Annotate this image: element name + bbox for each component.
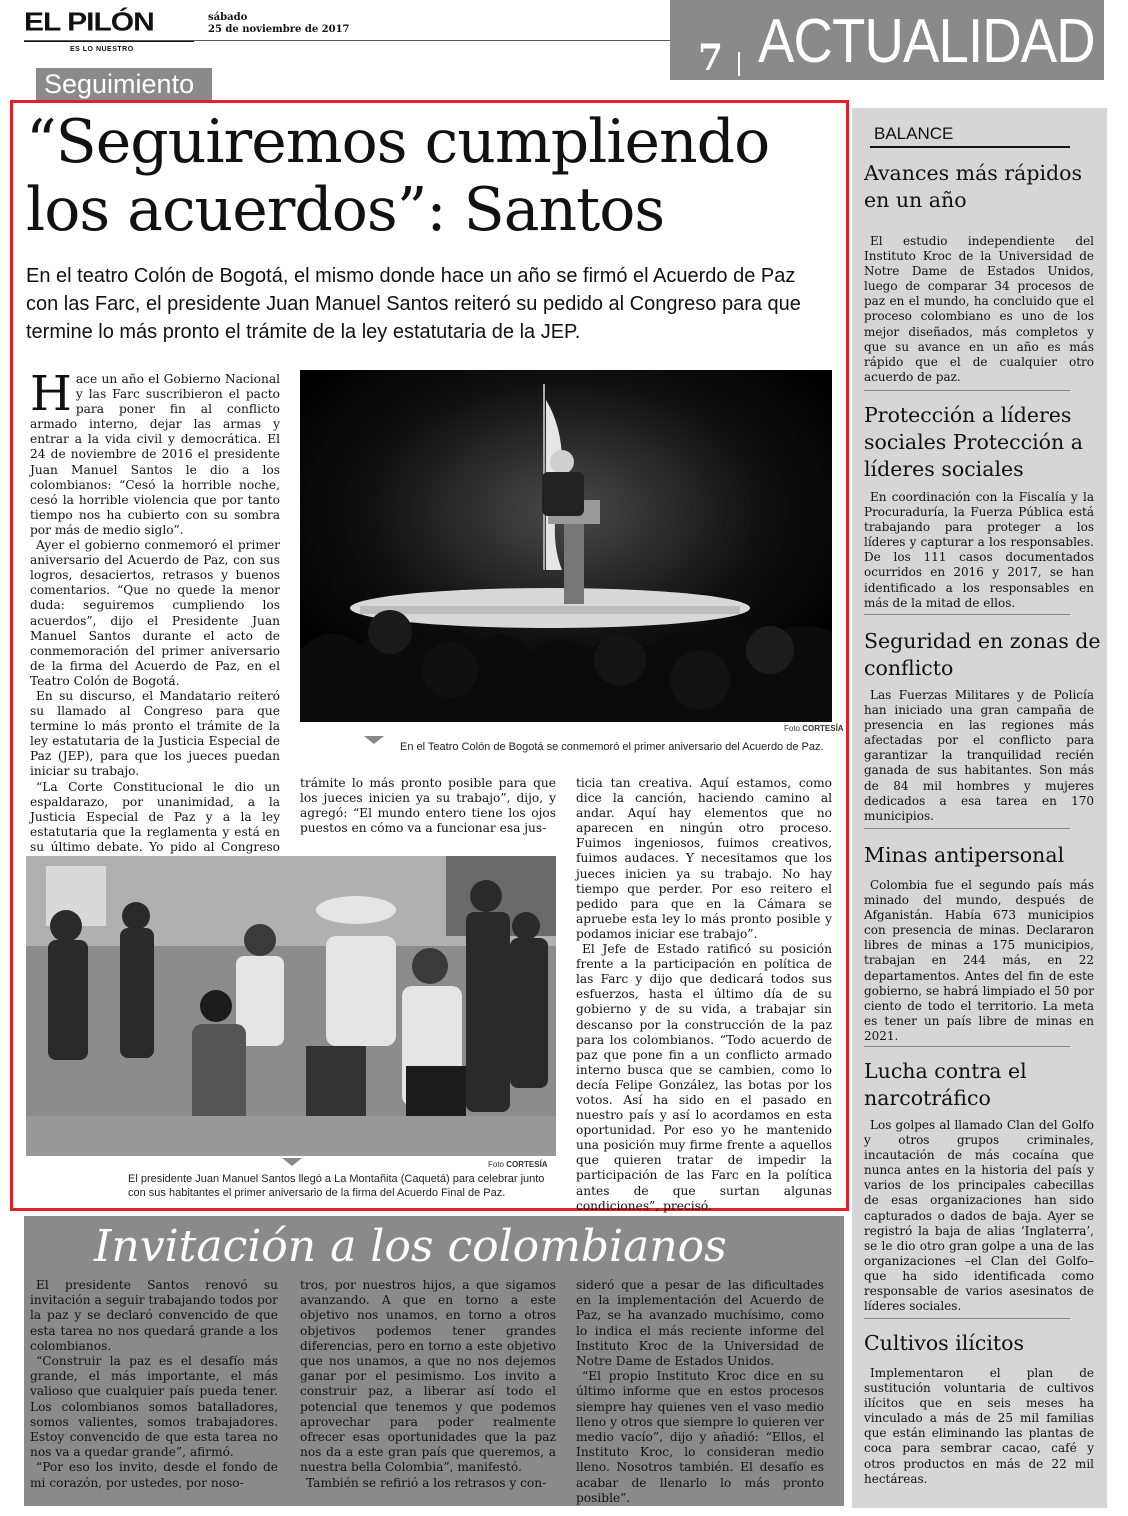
- sidebar-item-heading: Minas antipersonal: [864, 843, 1065, 867]
- logo-slogan: ES LO NUESTRO: [70, 46, 134, 53]
- sidebar-label-rule: [870, 146, 1070, 148]
- sidebar-label: BALANCE: [874, 124, 954, 143]
- photo1-credit: [784, 724, 844, 733]
- story-paragraph: El Jefe de Estado ratificó su posición frente a la participación en política de las Farc y dijo que dedicará todos sus esfuerzos, hasta el último día de su gobierno y de su vida, a trabajar sin descanso por la construcción de la paz para los colombianos. “Todo acuerdo de paz que pone fin a un conflicto armado interno busca que se cambien, como lo decía Felipe González, las botas por los votos. Así ha sido en el pasado en nuestro país y así lo acordamos en esta oportunidad. Por eso yo he mantenido una posición muy firme frente a aquellos que quieren tratar de impedir la participación de las Farc en la política antes de que surtan algunas condiciones”, precisó.: [576, 942, 832, 1213]
- story-kicker: Seguimiento: [36, 68, 212, 100]
- story-paragraph: Ayer el gobierno conmemoró el primer aniversario del Acuerdo de Paz, con sus logros, desaciertos, retrasos y buenos comentarios. “Que no quede la menor duda: seguiremos cumpliendo los acuerdos”, dijo el Presidente Juan Manuel Santos durante el acto de conmemoración del primer aniversario de la firma del Acuerdo de Paz, en el Teatro Colón de Bogotá.: [30, 538, 280, 688]
- theatre-photo-image: [300, 370, 832, 722]
- invite-column-2: [300, 1278, 556, 1491]
- invite-paragraph: sideró que a pesar de las dificultades en la implementación del Acuerdo de Paz, se ha avanzado muchísimo, como lo indica el más reciente informe del Instituto Kroc de la Universidad de Notre Dame de Estados Unidos.: [576, 1278, 824, 1369]
- credit-label: Foto: [784, 724, 801, 733]
- sidebar-item-text: Implementaron el plan de sustitución voluntaria de cultivos ilícitos que en seis meses ha vinculado a más de 25 mil familias que están eliminando las plantas de coca para sembrar cacao, café y otros productos en más de 22 mil hectáreas.: [864, 1366, 1094, 1486]
- story-paragraph: trámite lo más pronto posible para que los jueces inicien ya su trabajo”, dijo, y agregó: “El mundo entero tiene los ojos puestos en cómo va a funcionar esa jus-: [300, 776, 556, 836]
- page-separator: [738, 52, 740, 76]
- invite-title: Invitación a los colombianos: [94, 1221, 727, 1272]
- invite-column-1: [30, 1278, 278, 1491]
- sidebar-item-text: El estudio independiente del Instituto Kroc de la Universidad de Notre Dame de Estados Unidos, luego de comparar 34 procesos de paz en el mundo, ha concluido que el proceso colombiano es uno de los mejor diseñados, más completos y que su avance en un año es más rápido que el de cualquier otro acuerdo de paz.: [864, 234, 1094, 384]
- story-paragraph: [30, 366, 280, 538]
- sidebar-item-heading: Lucha contra el narcotráfico: [864, 1059, 1027, 1110]
- invite-paragraph: “Por eso los invito, desde el fondo de mi corazón, por ustedes, por noso-: [30, 1460, 278, 1490]
- story-column-1: [30, 366, 280, 870]
- credit-label: Foto: [488, 1160, 505, 1169]
- sidebar-divider: [864, 1318, 1070, 1319]
- logo-text: EL PILÓN: [24, 8, 154, 37]
- caption-arrow-icon: [364, 736, 384, 744]
- sidebar-item-text: Los golpes al llamado Clan del Golfo y otros grupos criminales, incautación de más cocaína que nunca antes en la historia del país y varios de los principales cabecillas de esas organizaciones han sido capturados o dados de baja. Ayer se registró la baja de alias ‘Inglaterra’, se le dio otro gran golpe a una de las organizaciones –el Clan del Golfo– que ha sido identificada como responsable de varios asesinatos de líderes sociales.: [864, 1118, 1094, 1314]
- sidebar-item-heading: Seguridad en zonas de conflicto: [864, 629, 1101, 680]
- story-headline: “Seguiremos cumpliendo los acuerdos”: Santos: [26, 107, 770, 245]
- dateline: [208, 12, 350, 36]
- credit-name: CORTESÍA: [802, 724, 844, 733]
- story-paragraph: En su discurso, el Mandatario reiteró su llamado al Congreso para que termine lo más pronto el trámite de la ley estatutaria de la Justicia Especial de Paz (JEP), para que los jueces puedan iniciar su trabajo.: [30, 688, 280, 779]
- story-deck: En el teatro Colón de Bogotá, el mismo donde hace un año se firmó el Acuerdo de Paz con las Farc, el presidente Juan Manuel Santos reiteró su pedido al Congreso para que termine lo más pronto el trámite de la ley estatutaria de la JEP.: [26, 265, 801, 343]
- story-text: ace un año el Gobierno Nacional y las Farc suscribieron el pacto para poner fin al conflicto armado interno, dejar las armas y entrar a la vida civil y democrática. El 24 de noviembre de 2016 el presidente Juan Manuel Santos le dio a los colombianos: “Cesó la horrible noche, cesó la horrible violencia que por tanto tiempo nos ha cubierto con su sombra por más de medio siglo”.: [30, 372, 280, 537]
- photo-teatro-colon: [300, 370, 832, 722]
- drop-cap: H: [30, 366, 72, 422]
- masthead-logo: [24, 10, 200, 54]
- invite-paragraph: También se refirió a los retrasos y con-: [306, 1475, 547, 1490]
- story-paragraph: “La Corte Constitucional le dio un espaldarazo, por unanimidad, a la Justicia Especial de Paz y a la ley estatutaria que la reglamenta y está en su último debate. Yo pido al Congreso: [30, 779, 280, 854]
- invite-paragraph: “El propio Instituto Kroc dice en su último informe que en estos procesos siempre hay quienes ven el vaso medio lleno y otros que siempre lo quieren ver medio vacío”, dijo y añadió: “Ellos, el Instituto Kroc, lo consideran medio lleno. Nosotros también. El desafío es acabar de llenarlo lo más pronto posible”.: [576, 1369, 824, 1505]
- invite-paragraph: “Construir la paz es el desafío más grande, el más importante, el más valioso que cualquier país pueda tener. Los colombianos somos batalladores, somos valientes, somos trabajadores. Estoy convencido de que esta tarea no nos va a quedar grande”, afirmó.: [30, 1354, 278, 1460]
- page-number: 7: [698, 37, 724, 79]
- sidebar-item-heading: Avances más rápidos en un año: [864, 161, 1083, 212]
- sidebar-item-text: Colombia fue el segundo país más minado del mundo, después de Afganistán. Había 673 municipios con presencia de minas. Declararon libres de minas a 175 municipios, trabajan en 244 más, en 22 departamentos. Antes del fin de este gobierno, se habrá limpiado el 50 por ciento de todo el territorio. La meta es tener un país libre de minas en 2021.: [864, 878, 1094, 1043]
- sidebar-divider: [864, 614, 1070, 615]
- sidebar-item-heading: Cultivos ilícitos: [864, 1331, 1025, 1355]
- story-paragraph: ticia tan creativa. Aquí estamos, como dice la canción, haciendo camino al andar. Aquí hay elementos que no aparecen en ningún otro proceso. Fuimos ingeniosos, fuimos creativos, fuimos audaces. Y necesitamos que los jueces inicien ya su trabajo. No hay tiempo que perder. Por eso reitero el pedido para que en la Cámara se apruebe esta ley lo más pronto posible y podamos iniciar ese trabajo”.: [576, 776, 832, 941]
- invite-column-3: [576, 1278, 824, 1506]
- crowd-photo-image: [26, 856, 556, 1156]
- sidebar-item-text: Las Fuerzas Militares y de Policía han iniciado una gran campaña de presencia en las regiones más afectadas por el conflicto para garantizar la tranquilidad recién ganada de sus habitantes. Son más de 84 mil hombres y mujeres dedicados a esa tarea en 170 municipios.: [864, 688, 1094, 823]
- photo2-caption: El presidente Juan Manuel Santos llegó a La Montañita (Caquetá) para celebrar junto con sus habitantes el primer aniversario de la firma del Acuerdo Final de Paz.: [128, 1173, 545, 1199]
- story-column-2: [300, 776, 556, 836]
- invite-paragraph: tros, por nuestros hijos, a que sigamos avanzando. A que en torno a este objetivo nos unamos, en torno a otros objetivos podemos tener grandes diferencias, pero en torno a este objetivo que nos unamos, a que no nos dejemos ganar por el pesimismo. Los invito a construir paz, a liberar así todo el potencial que tenemos y que podemos aprovechar para poder realmente ofrecer esas oportunidades que la paz nos da a este gran país que queremos, a nuestra bella Colombia”, manifestó.: [300, 1278, 556, 1475]
- sidebar-divider: [864, 828, 1070, 829]
- sidebar-divider: [864, 1046, 1070, 1047]
- dateline-date: 25 de noviembre de 2017: [208, 24, 350, 35]
- section-title: ACTUALIDAD: [758, 7, 1095, 76]
- photo2-credit: [488, 1160, 548, 1169]
- photo1-caption: En el Teatro Colón de Bogotá se conmemoró el primer aniversario del Acuerdo de Paz.: [400, 741, 824, 753]
- invite-paragraph: El presidente Santos renovó su invitación a seguir trabajando todos por la paz y se declaró convencido de que esta tarea no nos quedará grande a los colombianos.: [30, 1278, 278, 1353]
- header-rule: [24, 40, 670, 41]
- sidebar-item-text: En coordinación con la Fiscalía y la Procuraduría, la Fuerza Pública está trabajando para proteger a los líderes y capturar a los responsables. De los 111 casos documentados ocurridos en 2016 y 2017, se han identificado a los responsables en más de la mitad de ellos.: [864, 490, 1094, 610]
- photo-la-montanita: [26, 856, 556, 1156]
- sidebar-item-heading: Protección a líderes sociales Protección a líderes sociales: [864, 403, 1083, 481]
- dateline-day: sábado: [208, 12, 248, 23]
- credit-name: CORTESÍA: [506, 1160, 548, 1169]
- sidebar-divider: [864, 390, 1070, 391]
- caption-arrow-icon: [282, 1158, 302, 1166]
- story-column-3: [576, 776, 832, 1214]
